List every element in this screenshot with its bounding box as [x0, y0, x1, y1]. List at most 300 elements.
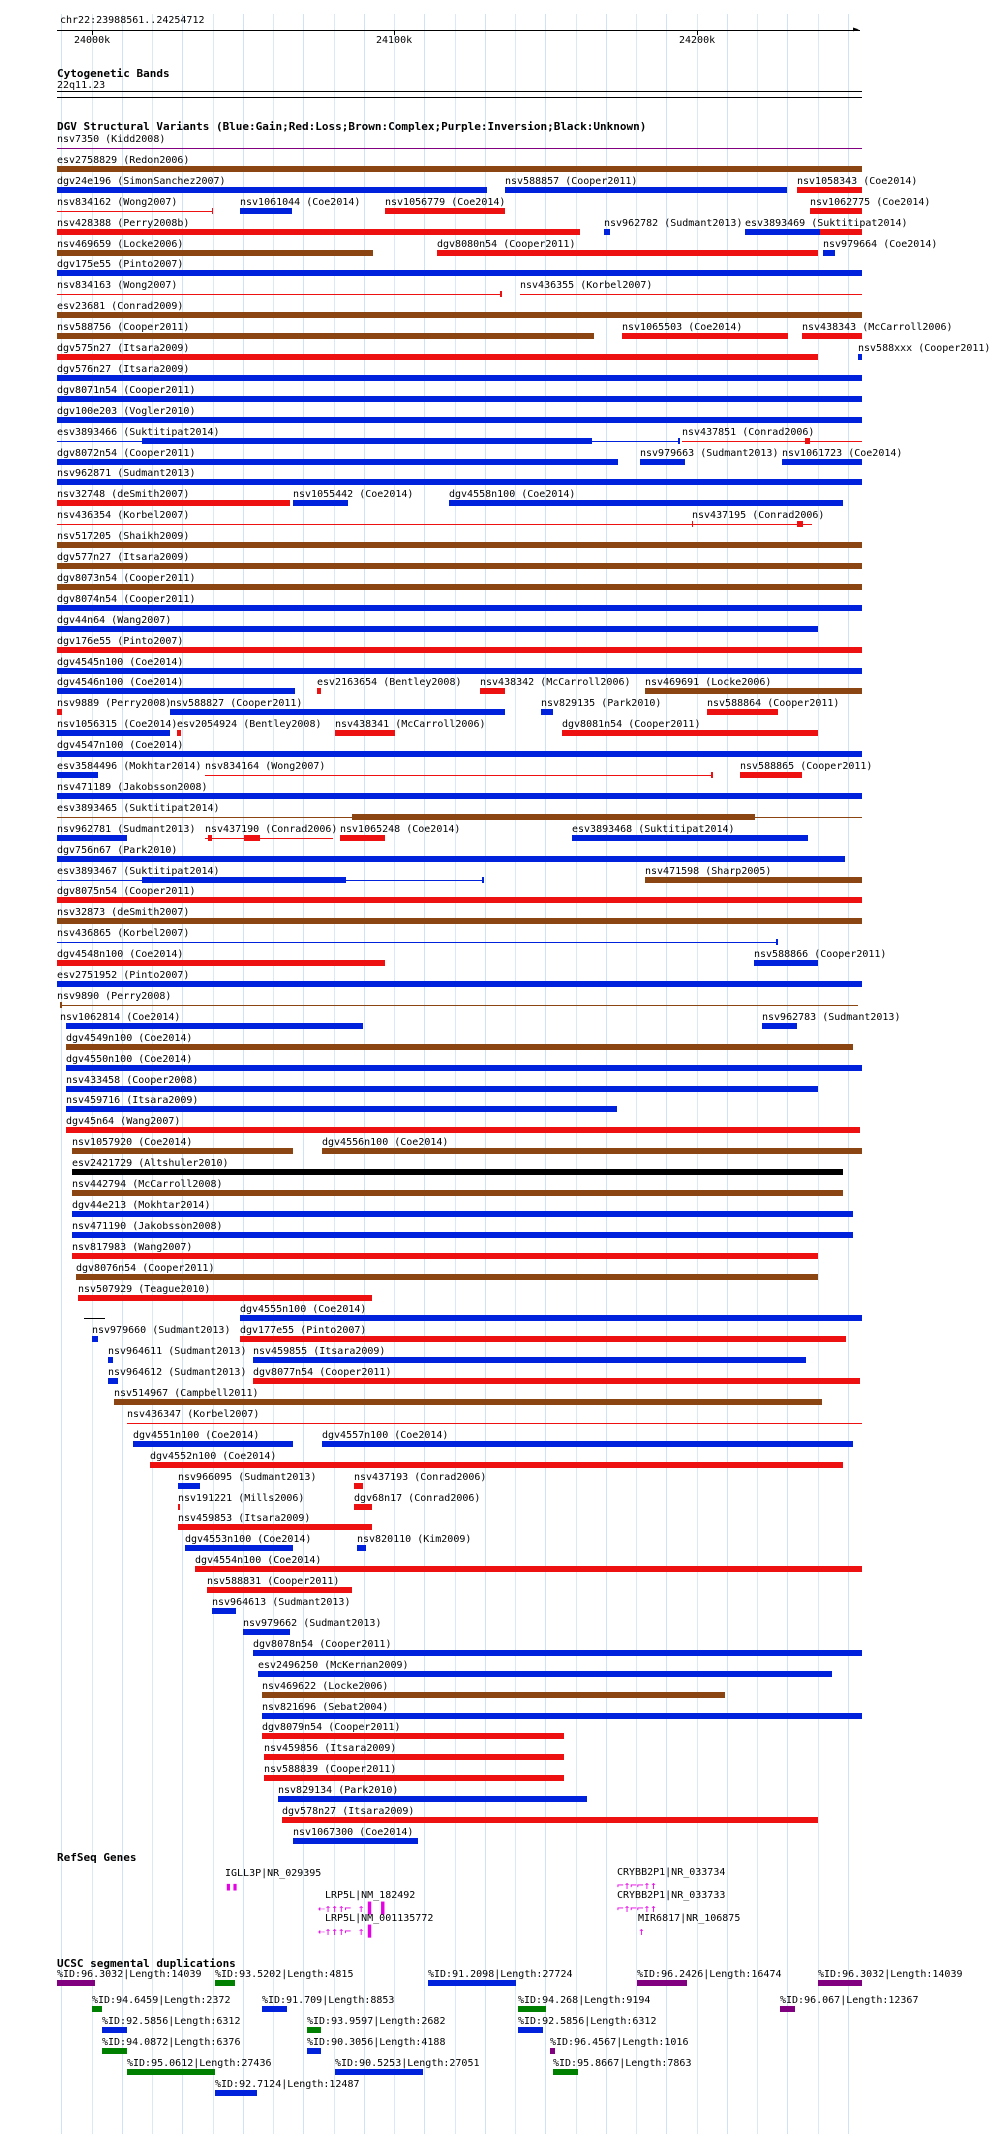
- variant-label[interactable]: dgv4550n100 (Coe2014): [66, 1054, 193, 1065]
- variant-label[interactable]: nsv32873 (deSmith2007): [57, 907, 190, 918]
- segdup-bar[interactable]: [127, 2069, 215, 2075]
- variant-label[interactable]: nsv436865 (Korbel2007): [57, 928, 190, 939]
- variant-bar[interactable]: [322, 1441, 853, 1447]
- variant-bar[interactable]: [60, 1005, 858, 1006]
- variant-bar[interactable]: [92, 1336, 98, 1342]
- segdup-label[interactable]: %ID:90.5253|Length:27051: [335, 2058, 480, 2069]
- segdup-bar[interactable]: [335, 2069, 423, 2075]
- variant-bar[interactable]: [195, 1566, 862, 1572]
- variant-bar[interactable]: [205, 775, 711, 776]
- variant-label[interactable]: dgv8081n54 (Cooper2011): [562, 719, 701, 730]
- variant-bar[interactable]: [322, 1148, 862, 1154]
- variant-bar[interactable]: [66, 1044, 853, 1050]
- variant-label[interactable]: dgv576n27 (Itsara2009): [57, 364, 190, 375]
- variant-label[interactable]: dgv4547n100 (Coe2014): [57, 740, 184, 751]
- segdup-track-title[interactable]: UCSC segmental duplications: [57, 1957, 236, 1970]
- variant-bar[interactable]: [178, 1524, 372, 1530]
- segdup-bar[interactable]: [637, 1980, 687, 1986]
- variant-bar[interactable]: [57, 772, 98, 778]
- variant-label[interactable]: nsv979663 (Sudmant2013): [640, 448, 779, 459]
- variant-label[interactable]: nsv437190 (Conrad2006): [205, 824, 338, 835]
- variant-bar[interactable]: [520, 294, 862, 295]
- variant-bar[interactable]: [127, 1423, 862, 1424]
- segdup-bar[interactable]: [102, 2027, 127, 2033]
- variant-label[interactable]: esv3893469 (Suktitipat2014): [745, 218, 908, 229]
- segdup-bar[interactable]: [518, 2027, 543, 2033]
- variant-bar[interactable]: [244, 835, 260, 841]
- variant-bar[interactable]: [645, 877, 862, 883]
- variant-label[interactable]: dgv4553n100 (Coe2014): [185, 1534, 312, 1545]
- segdup-label[interactable]: %ID:96.3032|Length:14039: [57, 1969, 202, 1980]
- variant-label[interactable]: dgv578n27 (Itsara2009): [282, 1806, 415, 1817]
- variant-bar[interactable]: [449, 500, 843, 506]
- variant-bar[interactable]: [57, 730, 170, 736]
- variant-label[interactable]: dgv4551n100 (Coe2014): [133, 1430, 260, 1441]
- variant-label[interactable]: esv2758829 (Redon2006): [57, 155, 190, 166]
- variant-bar[interactable]: [57, 563, 862, 569]
- variant-label[interactable]: nsv1067300 (Coe2014): [293, 1827, 414, 1838]
- variant-bar[interactable]: [264, 1754, 564, 1760]
- segdup-label[interactable]: %ID:96.2426|Length:16474: [637, 1969, 782, 1980]
- variant-bar[interactable]: [57, 668, 862, 674]
- variant-bar[interactable]: [57, 417, 862, 423]
- variant-label[interactable]: nsv817983 (Wang2007): [72, 1242, 193, 1253]
- variant-label[interactable]: nsv438342 (McCarroll2006): [480, 677, 631, 688]
- variant-label[interactable]: nsv7350 (Kidd2008): [57, 134, 166, 145]
- variant-label[interactable]: dgv4552n100 (Coe2014): [150, 1451, 277, 1462]
- variant-bar[interactable]: [240, 208, 292, 214]
- variant-label[interactable]: nsv979664 (Coe2014): [823, 239, 938, 250]
- segdup-label[interactable]: %ID:91.709|Length:8853: [262, 1995, 395, 2006]
- variant-bar[interactable]: [354, 1504, 372, 1510]
- variant-bar[interactable]: [776, 939, 778, 945]
- variant-bar[interactable]: [57, 751, 862, 757]
- variant-label[interactable]: nsv962782 (Sudmant2013): [604, 218, 743, 229]
- variant-bar[interactable]: [57, 354, 818, 360]
- segdup-label[interactable]: %ID:92.5856|Length:6312: [518, 2016, 657, 2027]
- segdup-label[interactable]: %ID:96.067|Length:12367: [780, 1995, 919, 2006]
- variant-bar[interactable]: [797, 187, 862, 193]
- variant-bar[interactable]: [357, 1545, 366, 1551]
- variant-label[interactable]: nsv820110 (Kim2009): [357, 1534, 472, 1545]
- variant-label[interactable]: dgv4548n100 (Coe2014): [57, 949, 184, 960]
- variant-label[interactable]: nsv979662 (Sudmant2013): [243, 1618, 382, 1629]
- variant-label[interactable]: dgv8079n54 (Cooper2011): [262, 1722, 401, 1733]
- variant-label[interactable]: dgv8071n54 (Cooper2011): [57, 385, 196, 396]
- variant-bar[interactable]: [541, 709, 553, 715]
- variant-label[interactable]: nsv1056779 (Coe2014): [385, 197, 506, 208]
- variant-bar[interactable]: [240, 1315, 862, 1321]
- variant-label[interactable]: nsv588866 (Cooper2011): [754, 949, 887, 960]
- variant-bar[interactable]: [212, 208, 213, 214]
- variant-label[interactable]: dgv4558n100 (Coe2014): [449, 489, 576, 500]
- segdup-label[interactable]: %ID:96.4567|Length:1016: [550, 2037, 689, 2048]
- variant-bar[interactable]: [740, 772, 802, 778]
- variant-bar[interactable]: [60, 1002, 62, 1008]
- variant-bar[interactable]: [480, 688, 505, 694]
- variant-bar[interactable]: [205, 838, 333, 839]
- gene-label[interactable]: LRP5L|NM_182492: [325, 1890, 416, 1901]
- variant-label[interactable]: dgv8074n54 (Cooper2011): [57, 594, 196, 605]
- variant-label[interactable]: nsv1057920 (Coe2014): [72, 1137, 193, 1148]
- variant-label[interactable]: nsv437193 (Conrad2006): [354, 1472, 487, 1483]
- variant-label[interactable]: nsv1065503 (Coe2014): [622, 322, 743, 333]
- variant-label[interactable]: nsv962781 (Sudmant2013): [57, 824, 196, 835]
- variant-label[interactable]: nsv438341 (McCarroll2006): [335, 719, 486, 730]
- variant-bar[interactable]: [243, 1629, 290, 1635]
- variant-bar[interactable]: [802, 333, 862, 339]
- variant-bar[interactable]: [142, 877, 346, 883]
- variant-bar[interactable]: [707, 709, 778, 715]
- segdup-label[interactable]: %ID:95.0612|Length:27436: [127, 2058, 272, 2069]
- variant-label[interactable]: nsv438343 (McCarroll2006): [802, 322, 953, 333]
- variant-bar[interactable]: [782, 459, 862, 465]
- variant-bar[interactable]: [177, 730, 181, 736]
- variant-label[interactable]: nsv517205 (Shaikh2009): [57, 531, 190, 542]
- variant-bar[interactable]: [57, 333, 594, 339]
- variant-label[interactable]: nsv469659 (Locke2006): [57, 239, 184, 250]
- variant-label[interactable]: nsv437851 (Conrad2006): [682, 427, 815, 438]
- variant-bar[interactable]: [57, 459, 618, 465]
- variant-bar[interactable]: [57, 647, 862, 653]
- variant-bar[interactable]: [262, 1713, 862, 1719]
- variant-label[interactable]: esv2054924 (Bentley2008): [177, 719, 322, 730]
- variant-label[interactable]: nsv436355 (Korbel2007): [520, 280, 653, 291]
- segdup-bar[interactable]: [92, 2006, 102, 2012]
- variant-bar[interactable]: [57, 479, 862, 485]
- variant-bar[interactable]: [810, 208, 862, 214]
- variant-label[interactable]: nsv964612 (Sudmant2013): [108, 1367, 247, 1378]
- variant-label[interactable]: nsv469691 (Locke2006): [645, 677, 772, 688]
- variant-bar[interactable]: [57, 626, 818, 632]
- variant-bar[interactable]: [207, 1587, 352, 1593]
- variant-label[interactable]: dgv575n27 (Itsara2009): [57, 343, 190, 354]
- variant-bar[interactable]: [108, 1378, 118, 1384]
- variant-bar[interactable]: [185, 1545, 293, 1551]
- variant-bar[interactable]: [293, 500, 348, 506]
- variant-label[interactable]: nsv459856 (Itsara2009): [264, 1743, 397, 1754]
- variant-label[interactable]: nsv588839 (Cooper2011): [264, 1764, 397, 1775]
- segdup-bar[interactable]: [215, 1980, 235, 1986]
- variant-bar[interactable]: [72, 1253, 818, 1259]
- variant-bar[interactable]: [335, 730, 395, 736]
- segdup-bar[interactable]: [102, 2048, 127, 2054]
- variant-label[interactable]: esv2163654 (Bentley2008): [317, 677, 462, 688]
- gene-label[interactable]: MIR6817|NR_106875: [638, 1913, 741, 1924]
- variant-bar[interactable]: [150, 1462, 843, 1468]
- variant-label[interactable]: nsv588831 (Cooper2011): [207, 1576, 340, 1587]
- variant-bar[interactable]: [170, 709, 505, 715]
- variant-label[interactable]: dgv4546n100 (Coe2014): [57, 677, 184, 688]
- variant-label[interactable]: dgv24e196 (SimonSanchez2007): [57, 176, 226, 187]
- segdup-bar[interactable]: [780, 2006, 795, 2012]
- variant-bar[interactable]: [57, 375, 862, 381]
- segdup-bar[interactable]: [428, 1980, 516, 1986]
- variant-bar[interactable]: [678, 438, 680, 444]
- variant-label[interactable]: nsv966095 (Sudmant2013): [178, 1472, 317, 1483]
- variant-label[interactable]: esv23681 (Conrad2009): [57, 301, 184, 312]
- variant-bar[interactable]: [66, 1086, 818, 1092]
- variant-label[interactable]: nsv191221 (Mills2006): [178, 1493, 305, 1504]
- dgv-track-title[interactable]: DGV Structural Variants (Blue:Gain;Red:Loss;Brown:Complex;Purple:Inversion;Black:Unknown): [57, 120, 647, 133]
- variant-label[interactable]: dgv8080n54 (Cooper2011): [437, 239, 576, 250]
- variant-bar[interactable]: [562, 730, 818, 736]
- variant-bar[interactable]: [57, 817, 352, 818]
- variant-bar[interactable]: [72, 1148, 293, 1154]
- variant-bar[interactable]: [178, 1504, 180, 1510]
- variant-bar[interactable]: [57, 441, 142, 442]
- variant-bar[interactable]: [66, 1065, 862, 1071]
- variant-label[interactable]: nsv962871 (Sudmant2013): [57, 468, 196, 479]
- gene-model-icon[interactable]: ⌐↑⌐⌐↑↑: [617, 1879, 657, 1892]
- variant-label[interactable]: nsv1056315 (Coe2014): [57, 719, 178, 730]
- variant-label[interactable]: dgv577n27 (Itsara2009): [57, 552, 190, 563]
- variant-bar[interactable]: [66, 1023, 363, 1029]
- variant-label[interactable]: dgv68n17 (Conrad2006): [354, 1493, 481, 1504]
- variant-bar[interactable]: [114, 1399, 822, 1405]
- segdup-label[interactable]: %ID:93.5202|Length:4815: [215, 1969, 354, 1980]
- variant-bar[interactable]: [133, 1441, 293, 1447]
- variant-bar[interactable]: [692, 524, 812, 525]
- variant-label[interactable]: nsv588xxx (Cooper2011): [858, 343, 990, 354]
- variant-label[interactable]: dgv8076n54 (Cooper2011): [76, 1263, 215, 1274]
- variant-bar[interactable]: [57, 396, 862, 402]
- variant-label[interactable]: nsv9890 (Perry2008): [57, 991, 172, 1002]
- variant-bar[interactable]: [437, 250, 818, 256]
- variant-bar[interactable]: [264, 1775, 564, 1781]
- variant-label[interactable]: dgv4557n100 (Coe2014): [322, 1430, 449, 1441]
- variant-bar[interactable]: [72, 1211, 853, 1217]
- variant-label[interactable]: dgv8077n54 (Cooper2011): [253, 1367, 392, 1378]
- variant-label[interactable]: dgv8072n54 (Cooper2011): [57, 448, 196, 459]
- variant-bar[interactable]: [72, 1169, 843, 1175]
- variant-label[interactable]: esv2421729 (Altshuler2010): [72, 1158, 229, 1169]
- variant-label[interactable]: nsv1061723 (Coe2014): [782, 448, 903, 459]
- gene-model-icon[interactable]: ⇠↑↑↑⌐ ↑▐: [318, 1925, 371, 1938]
- variant-bar[interactable]: [682, 441, 862, 442]
- variant-bar[interactable]: [57, 500, 290, 506]
- variant-bar[interactable]: [57, 524, 692, 525]
- segdup-bar[interactable]: [553, 2069, 578, 2075]
- segdup-label[interactable]: %ID:93.9597|Length:2682: [307, 2016, 446, 2027]
- variant-bar[interactable]: [57, 688, 295, 694]
- variant-bar[interactable]: [240, 1336, 846, 1342]
- variant-bar[interactable]: [340, 835, 385, 841]
- gene-model-icon[interactable]: ⇠↑↑↑⌐ ↑▐ ▐: [318, 1902, 385, 1915]
- variant-label[interactable]: nsv964611 (Sudmant2013): [108, 1346, 247, 1357]
- variant-bar[interactable]: [745, 229, 820, 235]
- variant-bar[interactable]: [755, 817, 862, 818]
- variant-bar[interactable]: [253, 1650, 862, 1656]
- variant-bar[interactable]: [72, 1190, 843, 1196]
- variant-label[interactable]: nsv979660 (Sudmant2013): [92, 1325, 231, 1336]
- variant-label[interactable]: esv3584496 (Mokhtar2014): [57, 761, 202, 772]
- variant-bar[interactable]: [72, 1232, 853, 1238]
- variant-bar[interactable]: [66, 1106, 617, 1112]
- gene-label[interactable]: IGLL3P|NR_029395: [225, 1868, 322, 1879]
- variant-bar[interactable]: [57, 250, 373, 256]
- segdup-bar[interactable]: [518, 2006, 546, 2012]
- segdup-label[interactable]: %ID:96.3032|Length:14039: [818, 1969, 963, 1980]
- variant-bar[interactable]: [108, 1357, 113, 1363]
- variant-bar[interactable]: [57, 835, 127, 841]
- segdup-bar[interactable]: [818, 1980, 862, 1986]
- variant-label[interactable]: dgv4545n100 (Coe2014): [57, 657, 184, 668]
- variant-label[interactable]: nsv471189 (Jakobsson2008): [57, 782, 208, 793]
- variant-label[interactable]: nsv588756 (Cooper2011): [57, 322, 190, 333]
- variant-bar[interactable]: [57, 270, 862, 276]
- segdup-label[interactable]: %ID:94.6459|Length:2372: [92, 1995, 231, 2006]
- variant-label[interactable]: dgv8078n54 (Cooper2011): [253, 1639, 392, 1650]
- variant-bar[interactable]: [262, 1733, 564, 1739]
- variant-label[interactable]: nsv459853 (Itsara2009): [178, 1513, 311, 1524]
- variant-bar[interactable]: [282, 1817, 818, 1823]
- variant-bar[interactable]: [592, 441, 678, 442]
- variant-bar[interactable]: [858, 354, 862, 360]
- variant-bar[interactable]: [178, 1483, 200, 1489]
- variant-bar[interactable]: [57, 709, 62, 715]
- variant-label[interactable]: nsv436347 (Korbel2007): [127, 1409, 260, 1420]
- variant-bar[interactable]: [57, 312, 862, 318]
- segdup-label[interactable]: %ID:90.3056|Length:4188: [307, 2037, 446, 2048]
- variant-label[interactable]: nsv32748 (deSmith2007): [57, 489, 190, 500]
- gene-label[interactable]: CRYBB2P1|NR_033734: [617, 1867, 726, 1878]
- variant-label[interactable]: nsv821696 (Sebat2004): [262, 1702, 389, 1713]
- variant-label[interactable]: nsv459855 (Itsara2009): [253, 1346, 386, 1357]
- variant-bar[interactable]: [346, 880, 482, 881]
- variant-label[interactable]: nsv9889 (Perry2008): [57, 698, 172, 709]
- variant-bar[interactable]: [142, 438, 592, 444]
- variant-bar[interactable]: [212, 1608, 236, 1614]
- segdup-bar[interactable]: [215, 2090, 257, 2096]
- variant-label[interactable]: dgv4556n100 (Coe2014): [322, 1137, 449, 1148]
- variant-bar[interactable]: [572, 835, 808, 841]
- variant-bar[interactable]: [645, 688, 862, 694]
- variant-label[interactable]: esv3893468 (Suktitipat2014): [572, 824, 735, 835]
- variant-bar[interactable]: [57, 542, 862, 548]
- variant-bar[interactable]: [352, 814, 755, 820]
- gene-label[interactable]: CRYBB2P1|NR_033733: [617, 1890, 726, 1901]
- variant-bar[interactable]: [500, 291, 502, 297]
- gene-label[interactable]: LRP5L|NM_001135772: [325, 1913, 434, 1924]
- variant-label[interactable]: dgv8073n54 (Cooper2011): [57, 573, 196, 584]
- variant-bar[interactable]: [293, 1838, 418, 1844]
- variant-label[interactable]: dgv175e55 (Pinto2007): [57, 259, 184, 270]
- variant-bar[interactable]: [57, 981, 862, 987]
- variant-label[interactable]: nsv588827 (Cooper2011): [170, 698, 303, 709]
- variant-label[interactable]: nsv588865 (Cooper2011): [740, 761, 873, 772]
- variant-label[interactable]: nsv471190 (Jakobsson2008): [72, 1221, 223, 1232]
- variant-label[interactable]: nsv469622 (Locke2006): [262, 1681, 389, 1692]
- variant-bar[interactable]: [57, 897, 862, 903]
- variant-bar[interactable]: [76, 1274, 818, 1280]
- variant-bar[interactable]: [262, 1692, 725, 1698]
- variant-label[interactable]: nsv588864 (Cooper2011): [707, 698, 840, 709]
- variant-label[interactable]: nsv1062775 (Coe2014): [810, 197, 931, 208]
- variant-label[interactable]: nsv834162 (Wong2007): [57, 197, 178, 208]
- variant-bar[interactable]: [317, 688, 321, 694]
- variant-label[interactable]: dgv4554n100 (Coe2014): [195, 1555, 322, 1566]
- variant-bar[interactable]: [820, 229, 862, 235]
- variant-bar[interactable]: [57, 605, 862, 611]
- variant-label[interactable]: nsv1065248 (Coe2014): [340, 824, 461, 835]
- variant-label[interactable]: nsv834164 (Wong2007): [205, 761, 326, 772]
- variant-label[interactable]: esv2496250 (McKernan2009): [258, 1660, 409, 1671]
- variant-bar[interactable]: [604, 229, 610, 235]
- variant-label[interactable]: nsv459716 (Itsara2009): [66, 1095, 199, 1106]
- variant-label[interactable]: nsv442794 (McCarroll2008): [72, 1179, 223, 1190]
- variant-bar[interactable]: [253, 1357, 806, 1363]
- variant-bar[interactable]: [57, 960, 385, 966]
- variant-bar[interactable]: [622, 333, 788, 339]
- variant-label[interactable]: nsv1058343 (Coe2014): [797, 176, 918, 187]
- variant-bar[interactable]: [823, 250, 835, 256]
- variant-label[interactable]: dgv44e213 (Mokhtar2014): [72, 1200, 211, 1211]
- variant-bar[interactable]: [57, 793, 862, 799]
- variant-label[interactable]: nsv1061044 (Coe2014): [240, 197, 361, 208]
- variant-label[interactable]: dgv45n64 (Wang2007): [66, 1116, 181, 1127]
- variant-bar[interactable]: [57, 918, 862, 924]
- variant-bar[interactable]: [253, 1378, 860, 1384]
- variant-label[interactable]: dgv4549n100 (Coe2014): [66, 1033, 193, 1044]
- variant-label[interactable]: nsv514967 (Campbell2011): [114, 1388, 259, 1399]
- variant-bar[interactable]: [57, 942, 776, 943]
- variant-bar[interactable]: [66, 1127, 860, 1133]
- segdup-label[interactable]: %ID:94.0872|Length:6376: [102, 2037, 241, 2048]
- variant-label[interactable]: nsv834163 (Wong2007): [57, 280, 178, 291]
- gene-model-icon[interactable]: ⌐↑⌐⌐↑↑: [617, 1902, 657, 1915]
- variant-label[interactable]: esv3893467 (Suktitipat2014): [57, 866, 220, 877]
- variant-bar[interactable]: [84, 1318, 105, 1319]
- variant-bar[interactable]: [57, 294, 500, 295]
- variant-label[interactable]: nsv829134 (Park2010): [278, 1785, 399, 1796]
- segdup-label[interactable]: %ID:92.7124|Length:12487: [215, 2079, 360, 2090]
- variant-label[interactable]: dgv100e203 (Vogler2010): [57, 406, 196, 417]
- segdup-bar[interactable]: [307, 2027, 321, 2033]
- variant-label[interactable]: nsv829135 (Park2010): [541, 698, 662, 709]
- variant-label[interactable]: dgv44n64 (Wang2007): [57, 615, 172, 626]
- variant-bar[interactable]: [278, 1796, 587, 1802]
- variant-bar[interactable]: [57, 880, 142, 881]
- variant-bar[interactable]: [208, 835, 212, 841]
- variant-label[interactable]: esv3893466 (Suktitipat2014): [57, 427, 220, 438]
- variant-bar[interactable]: [482, 877, 484, 883]
- variant-bar[interactable]: [57, 584, 862, 590]
- gene-model-icon[interactable]: ▮▮: [225, 1880, 239, 1893]
- variant-bar[interactable]: [385, 208, 505, 214]
- segdup-bar[interactable]: [307, 2048, 321, 2054]
- variant-label[interactable]: dgv8075n54 (Cooper2011): [57, 886, 196, 897]
- variant-bar[interactable]: [57, 211, 212, 212]
- segdup-bar[interactable]: [57, 1980, 95, 1986]
- variant-label[interactable]: nsv507929 (Teague2010): [78, 1284, 211, 1295]
- segdup-bar[interactable]: [550, 2048, 555, 2054]
- variant-label[interactable]: dgv176e55 (Pinto2007): [57, 636, 184, 647]
- variant-bar[interactable]: [57, 856, 845, 862]
- variant-bar[interactable]: [797, 521, 803, 527]
- variant-bar[interactable]: [505, 187, 787, 193]
- variant-bar[interactable]: [640, 459, 685, 465]
- variant-bar[interactable]: [754, 960, 818, 966]
- variant-label[interactable]: nsv433458 (Cooper2008): [66, 1075, 199, 1086]
- variant-bar[interactable]: [57, 166, 862, 172]
- variant-label[interactable]: nsv588857 (Cooper2011): [505, 176, 638, 187]
- variant-label[interactable]: esv2751952 (Pinto2007): [57, 970, 190, 981]
- segdup-label[interactable]: %ID:95.8667|Length:7863: [553, 2058, 692, 2069]
- variant-bar[interactable]: [354, 1483, 363, 1489]
- variant-bar[interactable]: [762, 1023, 797, 1029]
- variant-bar[interactable]: [711, 772, 713, 778]
